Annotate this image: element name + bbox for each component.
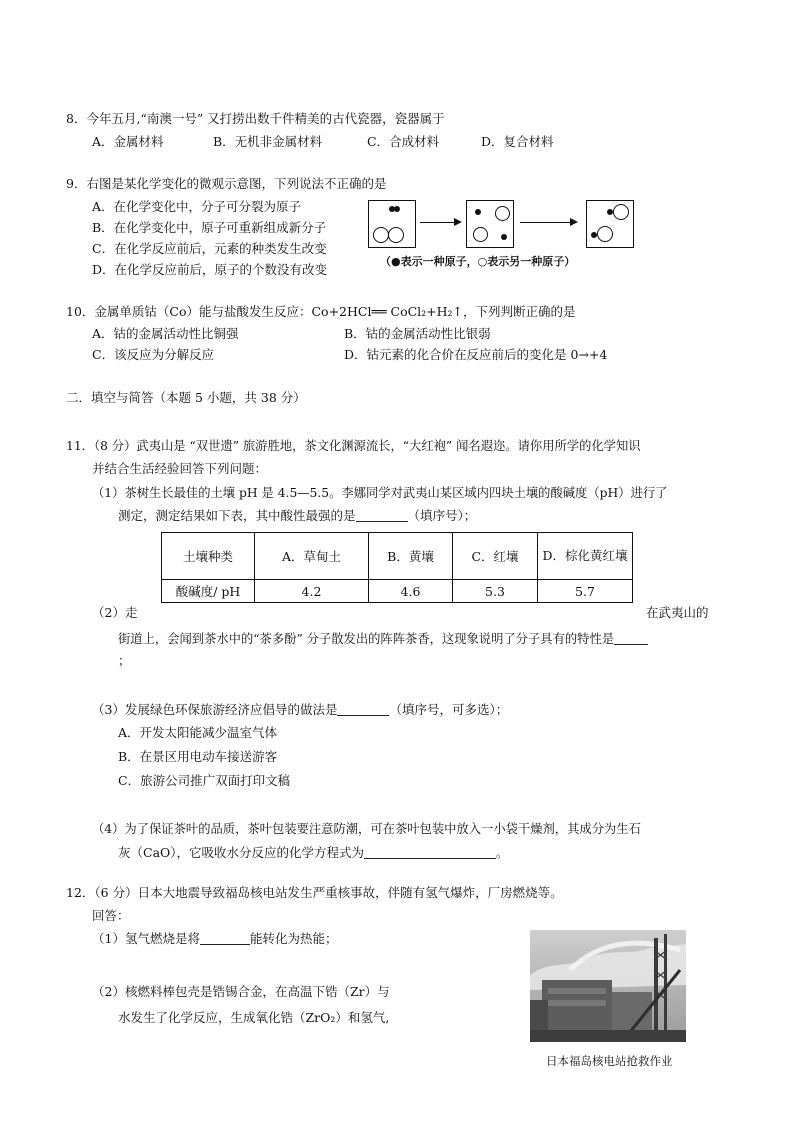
q11-p4-text: 灰（CaO），它吸收水分反应的化学方程式为 <box>118 845 365 860</box>
soil-ph-table <box>161 532 633 603</box>
q11-p2-line2 <box>118 630 648 648</box>
fukushima-rescue-photo <box>530 930 686 1042</box>
white-atom <box>388 227 404 243</box>
product-box <box>586 200 634 248</box>
q11-p4-line1: （4）为了保证茶叶的品质，茶叶包装要注意防潮，可在茶叶包装中放入一小袋干燥剂，其成分为生石 <box>92 822 641 836</box>
q8-option-b: B．无机非金属材料 <box>213 134 323 149</box>
q11-p2-text: 街道上，会闻到茶水中的“茶多酚” 分子散发出的阵阵茶香，这现象说明了分子具有的特性是 <box>118 632 615 646</box>
q11-p1-hint: （填序号）； <box>407 508 477 523</box>
black-atom <box>475 209 481 215</box>
q11-p3-option-c: C．旅游公司推广双面打印文稿 <box>118 773 291 788</box>
q12-stem: 12．（6 分）日本大地震导致福岛核电站发生严重核事故，伴随有氢气爆炸，厂房燃烧等。 <box>66 885 563 900</box>
q12-p2-line1: （2）核燃料棒包壳是锆锡合金，在高温下锆（Zr）与 <box>92 984 390 999</box>
answer-blank[interactable] <box>356 508 408 522</box>
q11-stem-line2: 并结合生活经验回答下列问题： <box>92 461 268 476</box>
q9-option-d: D．在化学反应前后，原子的个数没有改变 <box>92 262 328 277</box>
q10-stem: 10．金属单质钴（Co）能与盐酸发生反应：Co+2HCl══ CoCl₂+H₂↑，下列判断正确的是 <box>66 304 576 319</box>
q12-p1-text: （1）氢气燃烧是将 <box>92 931 200 946</box>
q12-p1 <box>92 930 337 948</box>
q11-p1-line2 <box>118 507 476 525</box>
answer-blank[interactable] <box>364 845 496 859</box>
table-cell: 4.6 <box>369 580 453 603</box>
q10-option-a: A．钴的金属活动性比铜强 <box>92 326 239 341</box>
q9-option-b: B．在化学变化中，原子可重新组成新分子 <box>92 220 327 235</box>
table-cell: 5.7 <box>538 580 633 603</box>
diagram-legend: （●表示一种原子，○表示另一种原子） <box>380 255 576 268</box>
q8-stem: 8．今年五月,“南澳一号” 又打捞出数千件精美的古代瓷器，瓷器属于 <box>66 111 445 126</box>
table-row-label: 酸碱度/ pH <box>162 580 255 603</box>
q11-stem-line1: 11．（8 分）武夷山是 “双世遗” 旅游胜地，茶文化渊源流长，“大红袍” 闻名遐迩。请你用所学的化学知识 <box>66 439 641 453</box>
table-header-cell: C．红壤 <box>453 533 538 580</box>
q10-option-d: D．钴元素的化合价在反应前后的变化是 0→+4 <box>344 347 608 362</box>
section-title: 二．填空与简答（本题 5 小题，共 38 分） <box>66 390 306 405</box>
answer-blank[interactable] <box>614 631 648 645</box>
q11-p3-text: （3）发展绿色环保旅游经济应倡导的做法是 <box>92 702 338 717</box>
photo-illustration <box>530 930 686 1042</box>
q9-option-c: C．在化学反应前后，元素的种类发生改变 <box>92 241 327 256</box>
table-header-cell: D．棕化黄红壤 <box>538 533 633 580</box>
q8-option-d: D．复合材料 <box>481 134 554 149</box>
q11-p2-tail: 在武夷山的 <box>646 605 709 620</box>
black-atom <box>394 206 400 212</box>
q11-p4-line2 <box>118 844 509 862</box>
q11-p2-label: （2）走 <box>92 605 138 620</box>
intermediate-box <box>466 200 514 248</box>
q11-p3-hint: （填序号，可多选）； <box>389 702 509 717</box>
white-atom <box>613 204 629 220</box>
table-header-row <box>162 533 633 580</box>
q8-option-c: C．合成材料 <box>367 134 440 149</box>
answer-blank[interactable] <box>200 931 250 945</box>
q11-p3-option-b: B．在景区用电动车接送游客 <box>118 749 278 764</box>
q11-p3-option-a: A．开发太阳能减少温室气体 <box>118 725 278 740</box>
black-atom <box>501 234 507 240</box>
table-header-cell: 土壤种类 <box>162 533 255 580</box>
q11-p4-end: 。 <box>496 845 509 860</box>
q10-option-b: B．钴的金属活动性比银弱 <box>344 326 491 341</box>
photo-caption: 日本福岛核电站抢救作业 <box>546 1054 673 1068</box>
q11-p1-text: 测定，测定结果如下表，其中酸性最强的是 <box>118 508 356 523</box>
q8-option-a: A．金属材料 <box>92 134 164 149</box>
table-header-cell: A．草甸土 <box>255 533 369 580</box>
table-header-cell: B．黄壤 <box>369 533 453 580</box>
white-atom <box>597 226 613 242</box>
table-row <box>162 580 633 603</box>
q9-option-a: A．在化学变化中，分子可分裂为原子 <box>92 199 302 214</box>
arrow-icon <box>520 222 576 223</box>
q11-p3-line1 <box>92 701 508 719</box>
reactant-box <box>368 200 416 248</box>
q9-stem: 9．右图是某化学变化的微观示意图，下列说法不正确的是 <box>66 176 387 191</box>
arrow-icon <box>420 222 460 223</box>
white-atom <box>473 227 488 242</box>
table-cell: 5.3 <box>453 580 538 603</box>
q11-p1-line1: （1）茶树生长最佳的土壤 pH 是 4.5—5.5。李娜同学对武夷山某区域内四块土壤的酸碱度（pH）进行了 <box>92 486 668 500</box>
q11-p2-line3: ； <box>118 653 131 668</box>
q12-p2-line2: 水发生了化学反应，生成氧化锆（ZrO₂）和氢气, <box>118 1010 390 1025</box>
q10-option-c: C．该反应为分解反应 <box>92 347 215 362</box>
white-atom <box>373 227 389 243</box>
table-cell: 4.2 <box>255 580 369 603</box>
white-atom <box>495 206 510 221</box>
answer-blank[interactable] <box>337 702 389 716</box>
q12-p1-tail: 能转化为热能； <box>249 931 338 946</box>
q12-answer-label: 回答： <box>92 908 130 923</box>
